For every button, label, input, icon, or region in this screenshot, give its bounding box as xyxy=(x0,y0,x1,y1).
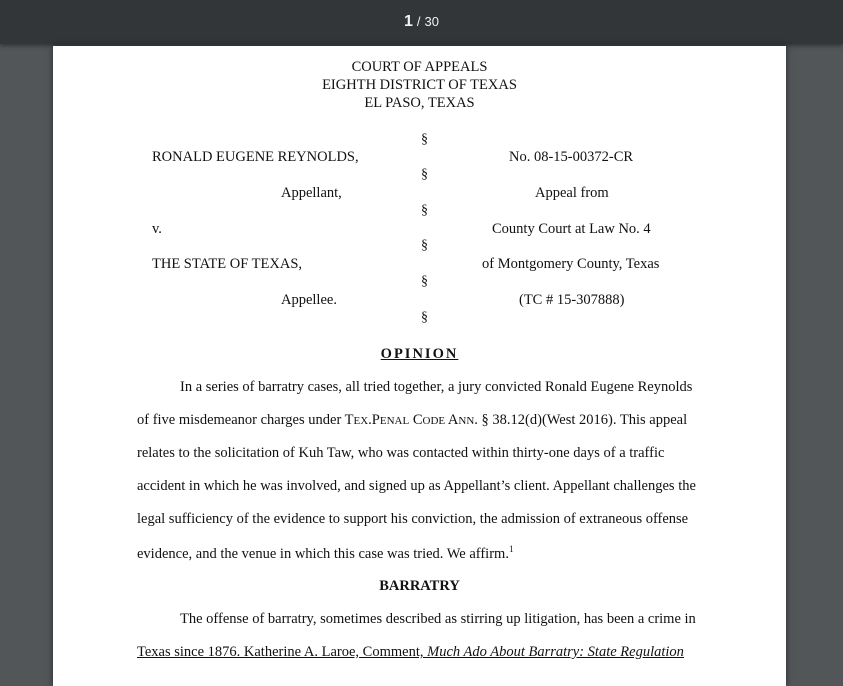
document-page xyxy=(53,46,786,686)
appellant-name: RONALD EUGENE REYNOLDS, xyxy=(152,149,359,165)
section-symbol: § xyxy=(421,203,428,218)
appeal-from: Appeal from xyxy=(535,185,609,201)
trial-county: of Montgomery County, Texas xyxy=(482,256,660,272)
section-symbol: § xyxy=(421,167,428,182)
paragraph-line: of five misdemeanor charges under TEX.PENAL CODE ANN. § 38.12(d)(West 2016). This appeal xyxy=(137,412,688,428)
court-district: EIGHTH DISTRICT OF TEXAS xyxy=(322,77,517,93)
court-name: COURT OF APPEALS xyxy=(351,59,488,75)
barratry-heading: BARRATRY xyxy=(379,578,460,594)
page-separator: / xyxy=(416,14,421,29)
paragraph-line: evidence, and the venue in which this case was tried. We affirm.$^1$ xyxy=(137,544,514,562)
paragraph-line: In a series of barratry cases, all tried together, a jury convicted Ronald Eugene Reynolds xyxy=(180,379,693,395)
court-city: EL PASO, TEXAS xyxy=(364,95,475,111)
case-number: No. 08-15-00372-CR xyxy=(509,149,634,165)
page-indicator[interactable] xyxy=(404,13,439,31)
opinion-heading: OPINION xyxy=(380,346,459,362)
paragraph-line: The offense of barratry, sometimes described as stirring up litigation, has been a crime in xyxy=(180,611,696,627)
total-pages: 30 xyxy=(424,14,439,29)
trial-case-number: (TC # 15-307888) xyxy=(519,292,625,308)
paragraph-line: accident in which he was involved, and signed up as Appellant’s client. Appellant challenges the xyxy=(137,478,696,494)
footnote-reference[interactable]: 1 xyxy=(508,544,514,554)
section-symbol: § xyxy=(421,274,428,289)
trial-court: County Court at Law No. 4 xyxy=(492,221,651,237)
appellant-role: Appellant, xyxy=(281,185,342,201)
paragraph-line: legal sufficiency of the evidence to support his conviction, the admission of extraneous offense xyxy=(137,511,689,527)
current-page-number[interactable]: 1 xyxy=(404,13,413,30)
appellee-name: THE STATE OF TEXAS, xyxy=(152,256,303,272)
section-symbol: § xyxy=(421,132,428,147)
pdf-toolbar xyxy=(0,0,843,44)
versus-label: v. xyxy=(152,221,162,237)
paragraph-line: Texas since 1876. Katherine A. Laroe, Comment, Much Ado About Barratry: State Regulation xyxy=(137,644,684,660)
section-symbol: § xyxy=(421,238,428,253)
section-symbol: § xyxy=(421,310,428,325)
appellee-role: Appellee. xyxy=(281,292,337,308)
paragraph-line: relates to the solicitation of Kuh Taw, who was contacted within thirty-one days of a traffic xyxy=(137,445,665,461)
